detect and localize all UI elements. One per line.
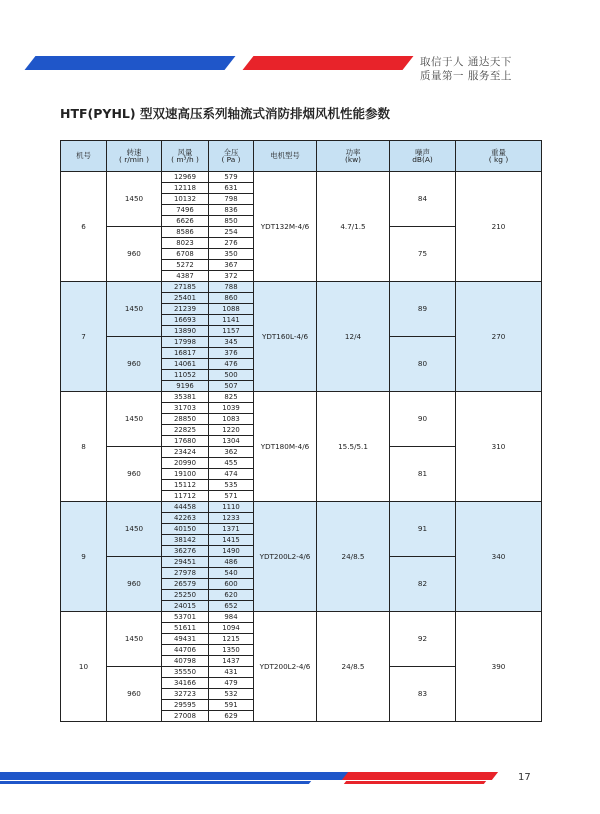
pressure-cell: 825 — [209, 392, 254, 403]
flow-cell: 16693 — [162, 315, 209, 326]
weight-cell: 390 — [456, 612, 542, 722]
flow-cell: 21239 — [162, 304, 209, 315]
flow-cell: 17680 — [162, 436, 209, 447]
slogan-line-2: 质量第一 服务至上 — [420, 70, 512, 82]
pressure-cell: 535 — [209, 480, 254, 491]
pressure-cell: 474 — [209, 469, 254, 480]
flow-cell: 26579 — [162, 579, 209, 590]
header-speed: 转速 ( r/min ) — [107, 141, 162, 172]
weight-cell: 270 — [456, 282, 542, 392]
machine-cell: 6 — [61, 172, 107, 282]
flow-cell: 19100 — [162, 469, 209, 480]
speed-cell: 960 — [107, 227, 162, 282]
pressure-cell: 455 — [209, 458, 254, 469]
pressure-cell: 532 — [209, 689, 254, 700]
weight-cell: 340 — [456, 502, 542, 612]
pressure-cell: 1083 — [209, 414, 254, 425]
pressure-cell: 579 — [209, 172, 254, 183]
pressure-cell: 984 — [209, 612, 254, 623]
machine-cell: 7 — [61, 282, 107, 392]
pressure-cell: 431 — [209, 667, 254, 678]
pressure-cell: 345 — [209, 337, 254, 348]
header-flow: 风量 ( m³/h ) — [162, 141, 209, 172]
table-row — [61, 282, 542, 293]
pressure-cell: 1215 — [209, 634, 254, 645]
pressure-cell: 850 — [209, 216, 254, 227]
pressure-cell: 600 — [209, 579, 254, 590]
flow-cell: 20990 — [162, 458, 209, 469]
pressure-cell: 376 — [209, 348, 254, 359]
flow-cell: 5272 — [162, 260, 209, 271]
flow-cell: 4387 — [162, 271, 209, 282]
flow-cell: 11712 — [162, 491, 209, 502]
flow-cell: 16817 — [162, 348, 209, 359]
bottom-blue-stripe — [0, 772, 353, 780]
speed-cell: 960 — [107, 337, 162, 392]
flow-cell: 29451 — [162, 557, 209, 568]
pressure-cell: 486 — [209, 557, 254, 568]
speed-cell: 960 — [107, 557, 162, 612]
speed-cell: 1450 — [107, 502, 162, 557]
page-number: 17 — [518, 772, 531, 783]
top-red-stripe — [243, 56, 414, 70]
flow-cell: 31703 — [162, 403, 209, 414]
bottom-blue-stripe-thin — [0, 781, 311, 784]
motor-cell: YDT200L2-4/6 — [254, 502, 317, 612]
noise-cell: 81 — [390, 447, 456, 502]
noise-cell: 91 — [390, 502, 456, 557]
flow-cell: 11052 — [162, 370, 209, 381]
flow-cell: 51611 — [162, 623, 209, 634]
speed-cell: 1450 — [107, 612, 162, 667]
flow-cell: 32723 — [162, 689, 209, 700]
flow-cell: 12118 — [162, 183, 209, 194]
header-power: 功率 (kw) — [317, 141, 390, 172]
flow-cell: 29595 — [162, 700, 209, 711]
pressure-cell: 1437 — [209, 656, 254, 667]
flow-cell: 40798 — [162, 656, 209, 667]
noise-cell: 89 — [390, 282, 456, 337]
flow-cell: 28850 — [162, 414, 209, 425]
pressure-cell: 652 — [209, 601, 254, 612]
flow-cell: 36276 — [162, 546, 209, 557]
machine-cell: 8 — [61, 392, 107, 502]
pressure-cell: 507 — [209, 381, 254, 392]
speed-cell: 1450 — [107, 392, 162, 447]
flow-cell: 9196 — [162, 381, 209, 392]
pressure-cell: 629 — [209, 711, 254, 722]
noise-cell: 75 — [390, 227, 456, 282]
flow-cell: 17998 — [162, 337, 209, 348]
motor-cell: YDT132M-4/6 — [254, 172, 317, 282]
flow-cell: 8023 — [162, 238, 209, 249]
table-row — [61, 172, 542, 183]
pressure-cell: 571 — [209, 491, 254, 502]
flow-cell: 49431 — [162, 634, 209, 645]
header-pressure: 全压 ( Pa ) — [209, 141, 254, 172]
pressure-cell: 1039 — [209, 403, 254, 414]
pressure-cell: 1233 — [209, 513, 254, 524]
flow-cell: 25401 — [162, 293, 209, 304]
weight-cell: 210 — [456, 172, 542, 282]
noise-cell: 84 — [390, 172, 456, 227]
header-weight: 重量 ( kg ) — [456, 141, 542, 172]
pressure-cell: 1220 — [209, 425, 254, 436]
bottom-red-stripe — [342, 772, 498, 780]
table-row — [61, 392, 542, 403]
flow-cell: 22825 — [162, 425, 209, 436]
flow-cell: 35381 — [162, 392, 209, 403]
speed-cell: 960 — [107, 667, 162, 722]
table-body — [61, 172, 542, 722]
slogan-line-1: 取信于人 通达天下 — [420, 56, 512, 68]
flow-cell: 44706 — [162, 645, 209, 656]
page-title: HTF(PYHL) 型双速高压系列轴流式消防排烟风机性能参数 — [60, 106, 390, 121]
pressure-cell: 1415 — [209, 535, 254, 546]
flow-cell: 12969 — [162, 172, 209, 183]
flow-cell: 13890 — [162, 326, 209, 337]
table-row — [61, 612, 542, 623]
pressure-cell: 860 — [209, 293, 254, 304]
noise-cell: 90 — [390, 392, 456, 447]
power-cell: 24/8.5 — [317, 612, 390, 722]
flow-cell: 10132 — [162, 194, 209, 205]
pressure-cell: 540 — [209, 568, 254, 579]
pressure-cell: 1490 — [209, 546, 254, 557]
flow-cell: 8586 — [162, 227, 209, 238]
flow-cell: 6708 — [162, 249, 209, 260]
pressure-cell: 500 — [209, 370, 254, 381]
flow-cell: 42263 — [162, 513, 209, 524]
pressure-cell: 836 — [209, 205, 254, 216]
flow-cell: 15112 — [162, 480, 209, 491]
pressure-cell: 372 — [209, 271, 254, 282]
pressure-cell: 620 — [209, 590, 254, 601]
pressure-cell: 362 — [209, 447, 254, 458]
pressure-cell: 1094 — [209, 623, 254, 634]
pressure-cell: 254 — [209, 227, 254, 238]
header-motor: 电机型号 — [254, 141, 317, 172]
flow-cell: 34166 — [162, 678, 209, 689]
header-noise: 噪声 dB(A) — [390, 141, 456, 172]
flow-cell: 23424 — [162, 447, 209, 458]
speed-cell: 1450 — [107, 172, 162, 227]
pressure-cell: 479 — [209, 678, 254, 689]
flow-cell: 40150 — [162, 524, 209, 535]
pressure-cell: 1088 — [209, 304, 254, 315]
noise-cell: 83 — [390, 667, 456, 722]
bottom-red-stripe-thin — [344, 781, 486, 784]
motor-cell: YDT200L2-4/6 — [254, 612, 317, 722]
performance-table — [60, 140, 542, 722]
pressure-cell: 1304 — [209, 436, 254, 447]
flow-cell: 27978 — [162, 568, 209, 579]
flow-cell: 44458 — [162, 502, 209, 513]
noise-cell: 80 — [390, 337, 456, 392]
pressure-cell: 367 — [209, 260, 254, 271]
flow-cell: 6626 — [162, 216, 209, 227]
pressure-cell: 798 — [209, 194, 254, 205]
motor-cell: YDT180M-4/6 — [254, 392, 317, 502]
flow-cell: 38142 — [162, 535, 209, 546]
pressure-cell: 631 — [209, 183, 254, 194]
flow-cell: 27185 — [162, 282, 209, 293]
table-row — [61, 502, 542, 513]
flow-cell: 25250 — [162, 590, 209, 601]
pressure-cell: 1371 — [209, 524, 254, 535]
noise-cell: 82 — [390, 557, 456, 612]
pressure-cell: 350 — [209, 249, 254, 260]
power-cell: 24/8.5 — [317, 502, 390, 612]
pressure-cell: 476 — [209, 359, 254, 370]
table-header-row — [61, 141, 542, 172]
speed-cell: 960 — [107, 447, 162, 502]
flow-cell: 53701 — [162, 612, 209, 623]
header-machine: 机号 — [61, 141, 107, 172]
flow-cell: 27008 — [162, 711, 209, 722]
flow-cell: 24015 — [162, 601, 209, 612]
machine-cell: 9 — [61, 502, 107, 612]
flow-cell: 14061 — [162, 359, 209, 370]
pressure-cell: 276 — [209, 238, 254, 249]
flow-cell: 7496 — [162, 205, 209, 216]
flow-cell: 35550 — [162, 667, 209, 678]
pressure-cell: 1110 — [209, 502, 254, 513]
top-blue-stripe — [25, 56, 236, 70]
pressure-cell: 788 — [209, 282, 254, 293]
pressure-cell: 591 — [209, 700, 254, 711]
weight-cell: 310 — [456, 392, 542, 502]
power-cell: 15.5/5.1 — [317, 392, 390, 502]
machine-cell: 10 — [61, 612, 107, 722]
noise-cell: 92 — [390, 612, 456, 667]
motor-cell: YDT160L-4/6 — [254, 282, 317, 392]
pressure-cell: 1350 — [209, 645, 254, 656]
pressure-cell: 1157 — [209, 326, 254, 337]
pressure-cell: 1141 — [209, 315, 254, 326]
power-cell: 4.7/1.5 — [317, 172, 390, 282]
speed-cell: 1450 — [107, 282, 162, 337]
power-cell: 12/4 — [317, 282, 390, 392]
